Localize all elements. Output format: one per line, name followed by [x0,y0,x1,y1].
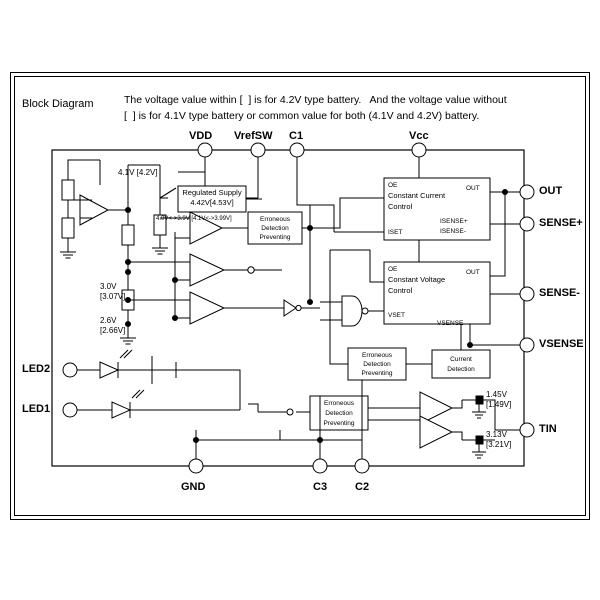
err-detect-2-line1: Erroneous [362,352,392,359]
pin-label-c3: C3 [313,481,328,493]
pin-label-out: OUT [539,185,563,197]
pin-label-vrefsw: VrefSW [234,130,273,142]
pin-label-led2: LED2 [22,363,51,375]
constant-current-line2: Control [388,202,413,211]
err-detect-3-line3: Preventing [323,420,355,427]
err-detect-1-line1: Erroneous [260,216,290,223]
pin-label-led1: LED1 [22,403,51,415]
err-detect-2-line2: Detection [363,361,391,368]
err-detect-3-line2: Detection [325,410,353,417]
pin-label-sense-minus: SENSE- [539,287,580,299]
pin-label-sense-plus: SENSE+ [539,217,583,229]
constant-voltage-oe-label: OE [388,266,398,273]
voltage-3p0: 3.0V [100,282,117,291]
constant-current-isense-plus-label: ISENSE+ [440,218,468,225]
pin-label-c1: C1 [289,130,304,142]
current-detection-line1: Current [450,356,472,363]
err-detect-3-line1: Erroneous [324,400,354,407]
pin-label-tin: TIN [539,423,557,435]
constant-voltage-line2: Control [388,286,413,295]
voltage-4p1-4p2: 4.1V [4.2V] [118,168,158,177]
pin-label-gnd: GND [181,481,206,493]
voltage-3p07: [3.07V] [100,292,126,301]
voltage-4p0-3p9: 4.0V<->3.9V [4.1V<->3.99V] [156,216,232,222]
figure-label: Block Diagram [22,98,94,110]
voltage-3p21: [3.21V] [486,440,512,449]
pin-label-c2: C2 [355,481,370,493]
pin-label-vsense: VSENSE [539,338,584,350]
constant-current-isense-minus-label: ISENSE- [440,228,467,235]
figure-note-line1: The voltage value within [ ] is for 4.2V type battery. And the voltage value without [124,94,507,106]
constant-voltage-vset-label: VSET [388,312,405,319]
voltage-3p13: 3.13V [486,430,507,439]
voltage-1p45: 1.45V [486,390,507,399]
voltage-1p49: [1.49V] [486,400,512,409]
current-detection-line2: Detection [447,366,475,373]
voltage-2p66: [2.66V] [100,326,126,335]
constant-current-iset-label: ISET [388,229,403,236]
pin-label-vdd: VDD [189,130,213,142]
voltage-2p6: 2.6V [100,316,117,325]
regulated-supply-line2: 4.42V[4.53V] [190,198,234,207]
constant-current-oe-label: OE [388,182,398,189]
constant-voltage-out-label: OUT [466,269,480,276]
constant-current-line1: Constant Current [388,191,446,200]
regulated-supply-line1: Regulated Supply [182,188,242,197]
figure-note-line2: [ ] is for 4.1V type battery or common value for both (4.1V and 4.2V) battery. [124,110,480,122]
err-detect-2-line3: Preventing [361,370,393,377]
err-detect-1-line2: Detection [261,225,289,232]
constant-voltage-vsense-label: VSENSE [437,320,464,327]
constant-current-out-label: OUT [466,185,480,192]
constant-voltage-line1: Constant Voltage [388,275,446,284]
err-detect-1-line3: Preventing [259,234,291,241]
pin-label-vcc: Vcc [409,130,429,142]
